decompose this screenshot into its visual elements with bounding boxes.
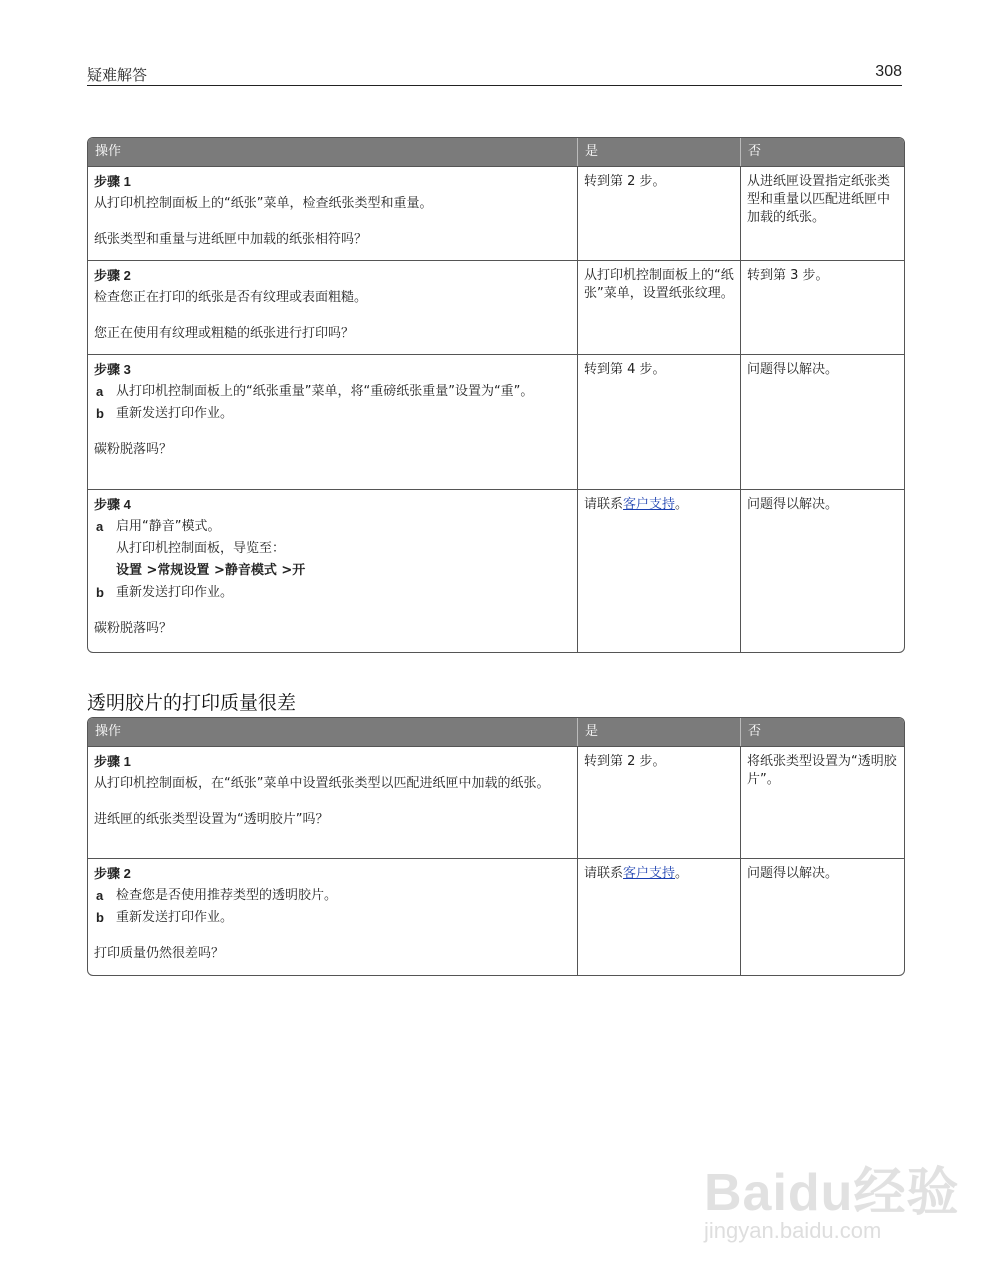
column-header-yes: 是 <box>577 138 740 166</box>
yes-cell: 转到第 2 步。 <box>577 746 740 858</box>
substep-marker: b <box>96 910 104 925</box>
column-header-action: 操作 <box>88 138 577 166</box>
substep-a <box>94 383 571 401</box>
substep-text: 从打印机控制面板上的“纸张重量”菜单，将“重磅纸张重量”设置为“重”。 <box>116 384 534 399</box>
action-cell <box>88 858 577 975</box>
step-question: 您正在使用有纹理或粗糙的纸张进行打印吗？ <box>94 326 355 341</box>
no-cell: 问题得以解决。 <box>740 489 904 652</box>
column-header-action: 操作 <box>88 718 577 746</box>
table-row <box>88 354 904 489</box>
yes-cell <box>577 858 740 975</box>
step-question: 纸张类型和重量与进纸匣中加载的纸张相符吗？ <box>94 232 368 247</box>
step-question: 进纸匣的纸张类型设置为“透明胶片”吗？ <box>94 812 329 827</box>
column-header-no: 否 <box>740 718 904 746</box>
table-row <box>88 166 904 260</box>
substep-b <box>94 405 571 423</box>
step-question: 打印质量仍然很差吗？ <box>94 946 225 961</box>
watermark-url: jingyan.baidu.com <box>704 1218 882 1243</box>
substep-b <box>94 584 571 602</box>
yes-prefix: 请联系 <box>584 497 624 512</box>
table-header-row <box>88 718 904 746</box>
substep-marker: a <box>96 888 104 903</box>
page-header <box>87 62 902 86</box>
substep-marker: a <box>96 519 104 534</box>
substep-marker: b <box>96 406 104 421</box>
yes-prefix: 请联系 <box>584 866 624 881</box>
no-cell: 将纸张类型设置为“透明胶片”。 <box>740 746 904 858</box>
column-header-no: 否 <box>740 138 904 166</box>
troubleshooting-table-transparency <box>87 717 905 976</box>
yes-cell: 从打印机控制面板上的“纸张”菜单，设置纸张纹理。 <box>577 260 740 354</box>
no-cell: 问题得以解决。 <box>740 858 904 975</box>
troubleshooting-table-toner <box>87 137 905 653</box>
action-cell <box>88 489 577 652</box>
yes-cell: 转到第 4 步。 <box>577 354 740 489</box>
no-cell: 转到第 3 步。 <box>740 260 904 354</box>
header-section-name: 疑难解答 <box>87 66 148 84</box>
substep-instruction: 从打印机控制面板，导览至： <box>116 541 286 556</box>
step-title: 步骤 4 <box>94 497 131 512</box>
step-text: 从打印机控制面板上的“纸张”菜单，检查纸张类型和重量。 <box>94 196 433 211</box>
yes-cell: 转到第 2 步。 <box>577 166 740 260</box>
no-cell: 从进纸匣设置指定纸张类型和重量以匹配进纸匣中加载的纸张。 <box>740 166 904 260</box>
baidu-jingyan-watermark <box>700 1130 960 1250</box>
substep-text: 启用“静音”模式。 <box>116 519 221 534</box>
customer-support-link[interactable]: 客户支持 <box>623 497 676 512</box>
step-question: 碳粉脱落吗？ <box>94 621 173 636</box>
step-title: 步骤 1 <box>94 754 131 769</box>
action-cell <box>88 260 577 354</box>
substep-a <box>94 518 571 536</box>
substep-marker: b <box>96 585 104 600</box>
table-row <box>88 260 904 354</box>
column-header-yes: 是 <box>577 718 740 746</box>
table-row <box>88 489 904 652</box>
substep-text: 重新发送打印作业。 <box>116 910 234 925</box>
step-title: 步骤 3 <box>94 362 131 377</box>
action-cell <box>88 354 577 489</box>
yes-cell <box>577 489 740 652</box>
substep-text: 检查您是否使用推荐类型的透明胶片。 <box>116 888 338 903</box>
step-text: 从打印机控制面板，在“纸张”菜单中设置纸张类型以匹配进纸匣中加载的纸张。 <box>94 776 550 791</box>
substep-text: 重新发送打印作业。 <box>116 585 234 600</box>
substep-b <box>94 909 571 927</box>
substep-a <box>94 887 571 905</box>
no-cell: 问题得以解决。 <box>740 354 904 489</box>
menu-path: 设置 >常规设置 >静音模式 >开 <box>116 563 306 578</box>
customer-support-link[interactable]: 客户支持 <box>623 866 676 881</box>
action-cell <box>88 746 577 858</box>
step-text: 检查您正在打印的纸张是否有纹理或表面粗糙。 <box>94 290 368 305</box>
step-title: 步骤 1 <box>94 174 131 189</box>
substep-text: 重新发送打印作业。 <box>116 406 234 421</box>
step-title: 步骤 2 <box>94 268 131 283</box>
step-title: 步骤 2 <box>94 866 131 881</box>
table-row <box>88 746 904 858</box>
section-heading: 透明胶片的打印质量很差 <box>87 692 297 714</box>
substep-marker: a <box>96 384 104 399</box>
yes-suffix: 。 <box>675 866 689 881</box>
table-row <box>88 858 904 975</box>
action-cell <box>88 166 577 260</box>
step-question: 碳粉脱落吗？ <box>94 442 173 457</box>
watermark-brand: Baidu经验 <box>704 1164 960 1222</box>
page-number: 308 <box>875 63 902 80</box>
table-header-row <box>88 138 904 166</box>
yes-suffix: 。 <box>675 497 689 512</box>
